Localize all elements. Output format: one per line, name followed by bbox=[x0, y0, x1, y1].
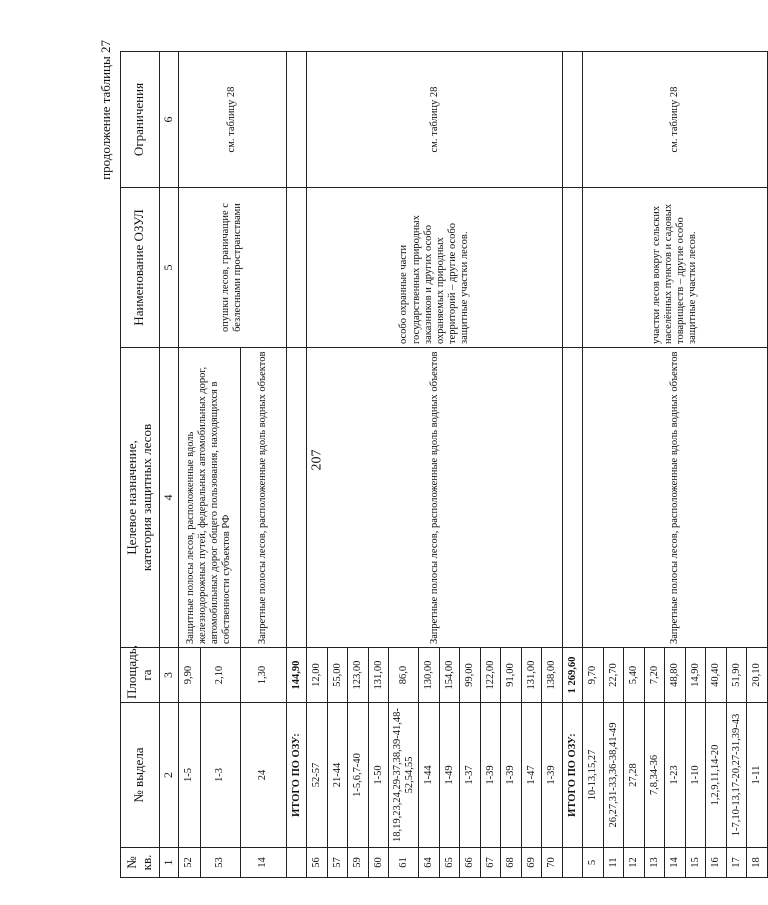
vydel-cell: 1-47 bbox=[521, 703, 542, 848]
kv-cell: 5 bbox=[583, 848, 604, 878]
kv-cell: 69 bbox=[521, 848, 542, 878]
kv-cell: 52 bbox=[178, 848, 200, 878]
area-cell: 9,70 bbox=[583, 648, 604, 703]
vydel-cell: 1-10 bbox=[685, 703, 706, 848]
vydel-cell: 52-57 bbox=[307, 703, 328, 848]
total-area: 1 269,60 bbox=[562, 648, 583, 703]
col-num: 4 bbox=[159, 348, 178, 648]
vydel-cell: 21-44 bbox=[327, 703, 348, 848]
kv-cell: 66 bbox=[460, 848, 481, 878]
rotated-page bbox=[92, 32, 763, 882]
area-cell: 122,00 bbox=[480, 648, 501, 703]
ozul-cell: особо охранные части государственных природных заказников и других особо охраняемых природных территорий – другие особо защитные участки лесов. bbox=[307, 188, 563, 348]
area-cell: 131,00 bbox=[521, 648, 542, 703]
header-restrictions: Ограничения bbox=[121, 52, 160, 188]
table-row bbox=[178, 52, 200, 878]
kv-cell: 56 bbox=[307, 848, 328, 878]
table-caption: продолжение таблицы 27 bbox=[98, 40, 113, 180]
area-cell: 2,10 bbox=[200, 648, 240, 703]
kv-cell: 14 bbox=[240, 848, 286, 878]
vydel-cell: 1-5,6,7-40 bbox=[348, 703, 369, 848]
header-row bbox=[121, 52, 160, 878]
header-purpose: Целевое назначение, категория защитных лесов bbox=[121, 348, 160, 648]
area-cell: 91,00 bbox=[501, 648, 522, 703]
kv-cell: 64 bbox=[419, 848, 440, 878]
total-label: ИТОГО ПО ОЗУ: bbox=[562, 703, 583, 848]
area-cell: 99,00 bbox=[460, 648, 481, 703]
vydel-cell: 1-11 bbox=[747, 703, 768, 848]
kv-cell: 11 bbox=[603, 848, 624, 878]
vydel-cell: 27,28 bbox=[624, 703, 645, 848]
table-row bbox=[583, 52, 604, 878]
area-cell: 7,20 bbox=[644, 648, 665, 703]
kv-cell: 18 bbox=[747, 848, 768, 878]
table-row bbox=[307, 52, 328, 878]
area-cell: 130,00 bbox=[419, 648, 440, 703]
area-cell: 138,00 bbox=[542, 648, 563, 703]
vydel-cell: 1-39 bbox=[480, 703, 501, 848]
kv-cell: 17 bbox=[726, 848, 747, 878]
restrictions-cell: см. таблицу 28 bbox=[178, 52, 286, 188]
column-number-row bbox=[159, 52, 178, 878]
vydel-cell: 24 bbox=[240, 703, 286, 848]
total-row bbox=[562, 52, 583, 878]
purpose-cell: Запретные полосы лесов, расположенные вдоль водных объектов bbox=[583, 348, 768, 648]
vydel-cell: 1-7,10-13,17-20,27-31,39-43 bbox=[726, 703, 747, 848]
area-cell: 86,0 bbox=[389, 648, 419, 703]
vydel-cell: 10-13,15,27 bbox=[583, 703, 604, 848]
kv-cell: 53 bbox=[200, 848, 240, 878]
vydel-cell: 26,27,31-33,36-38,41-49 bbox=[603, 703, 624, 848]
area-cell: 123,00 bbox=[348, 648, 369, 703]
forest-table bbox=[120, 51, 768, 878]
area-cell: 14,90 bbox=[685, 648, 706, 703]
kv-cell: 14 bbox=[665, 848, 686, 878]
vydel-cell: 1,2,9,11,14-20 bbox=[706, 703, 727, 848]
kv-cell: 68 bbox=[501, 848, 522, 878]
header-area: Площадь, га bbox=[121, 648, 160, 703]
kv-cell: 57 bbox=[327, 848, 348, 878]
purpose-cell: Запретные полосы лесов, расположенные вдоль водных объектов bbox=[240, 348, 286, 648]
vydel-cell: 7,8,34-36 bbox=[644, 703, 665, 848]
vydel-cell: 1-39 bbox=[501, 703, 522, 848]
col-num: 1 bbox=[159, 848, 178, 878]
total-label: ИТОГО ПО ОЗУ: bbox=[286, 703, 307, 848]
kv-cell: 15 bbox=[685, 848, 706, 878]
kv-cell: 65 bbox=[439, 848, 460, 878]
kv-cell: 70 bbox=[542, 848, 563, 878]
area-cell: 48,80 bbox=[665, 648, 686, 703]
restrictions-cell: см. таблицу 28 bbox=[307, 52, 563, 188]
total-area: 144,90 bbox=[286, 648, 307, 703]
header-vydel: № выдела bbox=[121, 703, 160, 848]
kv-cell: 16 bbox=[706, 848, 727, 878]
area-cell: 131,00 bbox=[368, 648, 389, 703]
ozul-cell: опушки лесов, граничащие с безлесными пространствами bbox=[178, 188, 286, 348]
vydel-cell: 1-44 bbox=[419, 703, 440, 848]
header-ozul: Наименование ОЗУЛ bbox=[121, 188, 160, 348]
vydel-cell: 1-23 bbox=[665, 703, 686, 848]
purpose-cell: Запретные полосы лесов, расположенные вдоль водных объектов bbox=[307, 348, 563, 648]
vydel-cell: 18,19,23,24,29-37,38,39-41,48-52,54,55 bbox=[389, 703, 419, 848]
vydel-cell: 1-3 bbox=[200, 703, 240, 848]
area-cell: 20,10 bbox=[747, 648, 768, 703]
vydel-cell: 1-39 bbox=[542, 703, 563, 848]
vydel-cell: 1-37 bbox=[460, 703, 481, 848]
vydel-cell: 1-50 bbox=[368, 703, 389, 848]
ozul-cell: участки лесов вокруг сельских населённых пунктов и садовых товариществ – другие особо защитные участки лесов. bbox=[583, 188, 768, 348]
area-cell: 154,00 bbox=[439, 648, 460, 703]
purpose-cell: Защитные полосы лесов, расположенные вдоль железнодорожных путей, федеральных автомобильных дорог, автомобильных дорог общего пользования, находящихся в собственности субъектов РФ bbox=[178, 348, 240, 648]
area-cell: 55,00 bbox=[327, 648, 348, 703]
vydel-cell: 1-49 bbox=[439, 703, 460, 848]
area-cell: 51,90 bbox=[726, 648, 747, 703]
col-num: 6 bbox=[159, 52, 178, 188]
area-cell: 40,40 bbox=[706, 648, 727, 703]
restrictions-cell: см. таблицу 28 bbox=[583, 52, 768, 188]
col-num: 3 bbox=[159, 648, 178, 703]
kv-cell: 59 bbox=[348, 848, 369, 878]
kv-cell: 67 bbox=[480, 848, 501, 878]
area-cell: 1,30 bbox=[240, 648, 286, 703]
total-row bbox=[286, 52, 307, 878]
header-kv: № кв. bbox=[121, 848, 160, 878]
kv-cell: 12 bbox=[624, 848, 645, 878]
page-number: 207 bbox=[309, 449, 325, 471]
vydel-cell: 1-5 bbox=[178, 703, 200, 848]
area-cell: 22,70 bbox=[603, 648, 624, 703]
kv-cell: 60 bbox=[368, 848, 389, 878]
kv-cell: 13 bbox=[644, 848, 665, 878]
col-num: 5 bbox=[159, 188, 178, 348]
area-cell: 12,00 bbox=[307, 648, 328, 703]
col-num: 2 bbox=[159, 703, 178, 848]
area-cell: 5,40 bbox=[624, 648, 645, 703]
kv-cell: 61 bbox=[389, 848, 419, 878]
area-cell: 9,90 bbox=[178, 648, 200, 703]
